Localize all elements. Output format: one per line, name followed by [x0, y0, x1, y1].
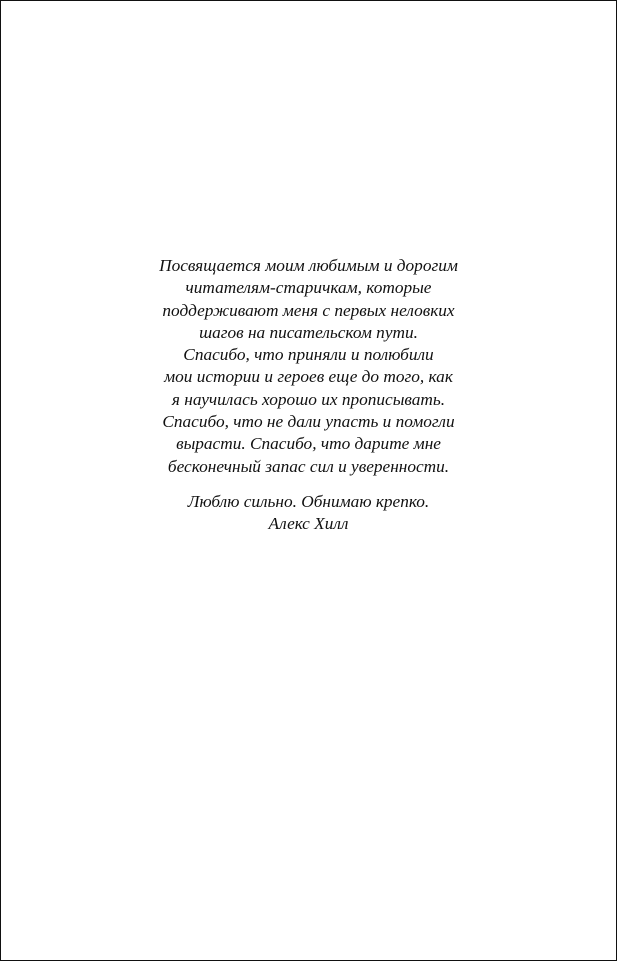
dedication-line: мои истории и героев еще до того, как: [164, 367, 453, 387]
dedication-line: шагов на писательском пути.: [199, 322, 418, 342]
closing-line: Люблю сильно. Обнимаю крепко.: [187, 491, 430, 511]
dedication-line: вырасти. Спасибо, что дарите мне: [176, 434, 441, 454]
dedication-line: Спасибо, что приняли и полюбили: [183, 345, 434, 365]
dedication-line: читателям-старичкам, которые: [185, 278, 432, 298]
paragraph-gap: [1, 478, 616, 491]
author-signature: Алекс Хилл: [268, 514, 349, 534]
dedication-line: Посвящается моим любимым и дорогим: [159, 256, 458, 275]
dedication-line: Спасибо, что не дали упасть и помогли: [162, 412, 455, 432]
dedication-line: я научилась хорошо их прописывать.: [171, 389, 446, 409]
dedication-text: [1, 255, 616, 536]
dedication-line: бесконечный запас сил и уверенности.: [167, 456, 450, 476]
dedication-line: поддерживают меня с первых неловких: [162, 300, 455, 320]
